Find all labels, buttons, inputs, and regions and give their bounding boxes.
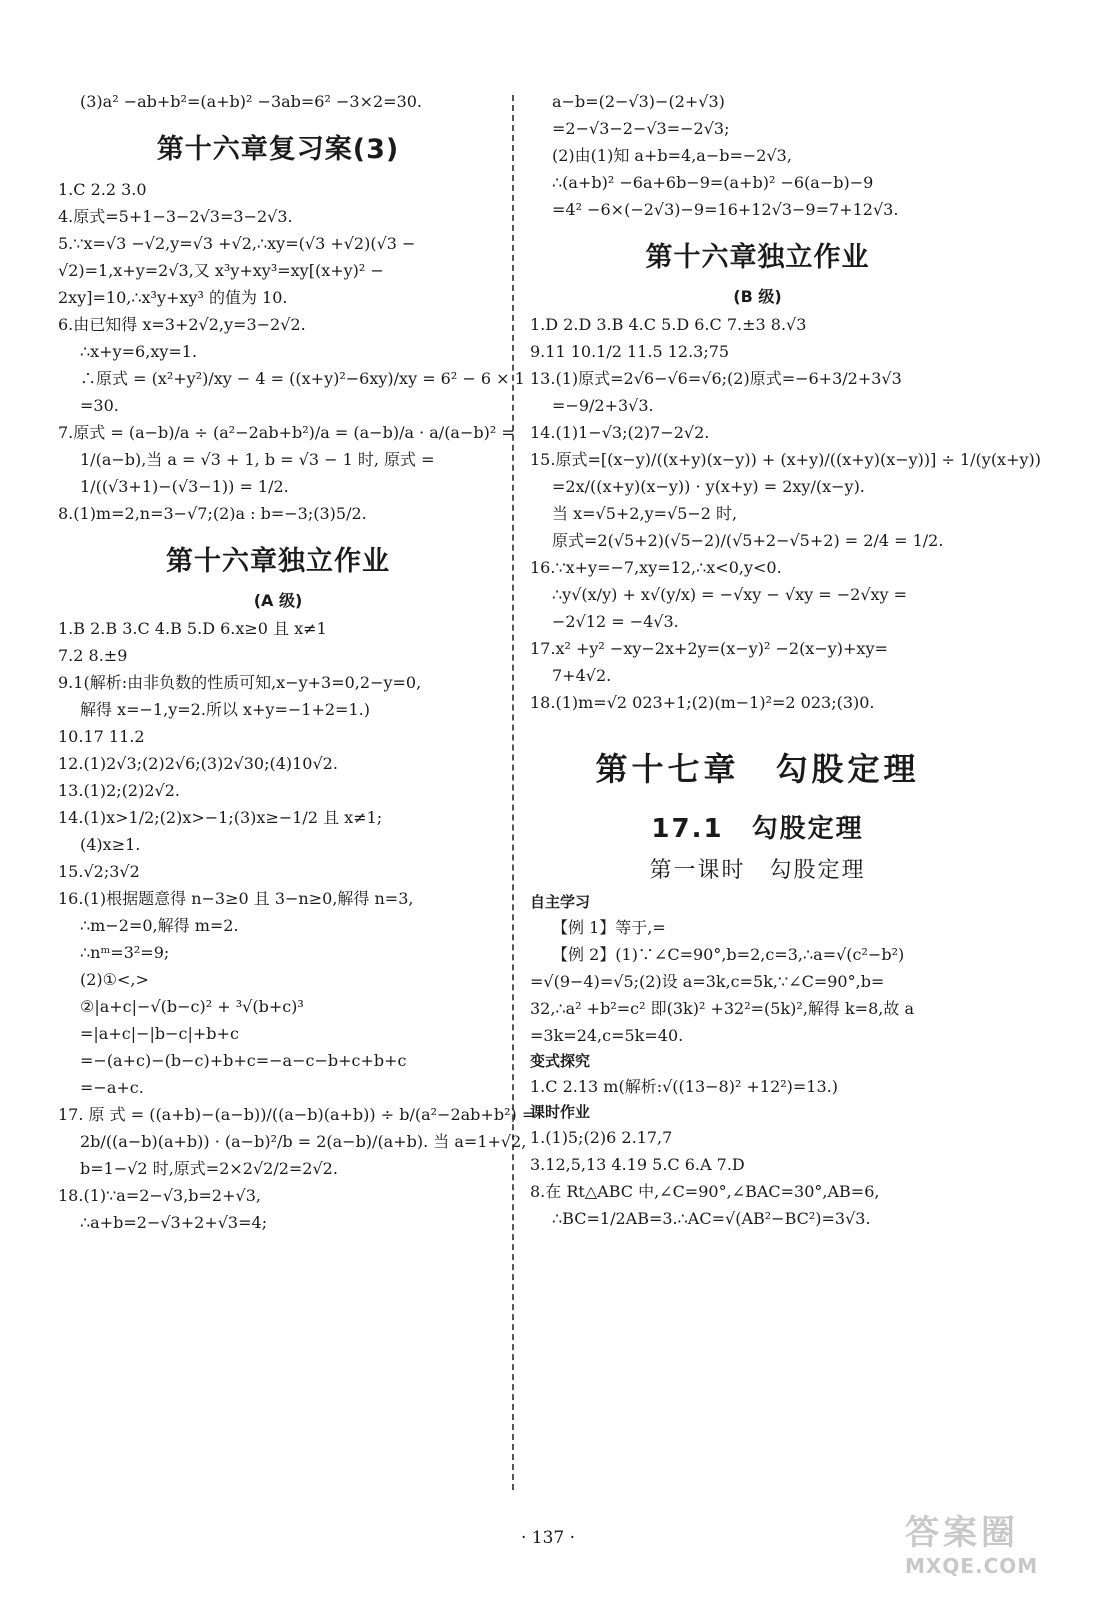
- right-column: [530, 88, 1042, 1232]
- answer-line: (2)①<,>: [80, 970, 149, 989]
- answer-line: =2−√3−2−√3=−2√3;: [552, 119, 730, 138]
- subsection-self-study: 自主学习: [530, 893, 591, 911]
- watermark-bottom: MXQE.COM: [905, 1554, 1039, 1578]
- answer-line: 14.(1)1−√3;(2)7−2√2.: [530, 423, 710, 442]
- level-label-b: (B 级): [733, 287, 782, 306]
- page-number: · 137 ·: [520, 1528, 576, 1548]
- answer-line: 16.∵x+y=−7,xy=12,∴x<0,y<0.: [530, 558, 782, 577]
- answer-line: 13.(1)2;(2)2√2.: [58, 781, 180, 800]
- answer-line: 6.由已知得 x=3+2√2,y=3−2√2.: [58, 315, 306, 334]
- answer-line: 14.(1)x>1/2;(2)x>−1;(3)x≥−1/2 且 x≠1;: [58, 808, 383, 827]
- answer-line: ∴nᵐ=3²=9;: [80, 943, 170, 962]
- answer-line: =−9/2+3√3.: [552, 396, 654, 415]
- answer-line: 5.∵x=√3 −√2,y=√3 +√2,∴xy=(√3 +√2)(√3 −: [58, 234, 416, 253]
- answer-line: 16.(1)根据题意得 n−3≥0 且 3−n≥0,解得 n=3,: [58, 889, 414, 908]
- answer-line: 1.B 2.B 3.C 4.B 5.D 6.x≥0 且 x≠1: [58, 619, 327, 638]
- answer-line: 1/((√3+1)−(√3−1)) = 1/2.: [80, 477, 289, 496]
- subsection-homework: 课时作业: [530, 1103, 591, 1121]
- answer-line: =−a+c.: [80, 1078, 144, 1097]
- level-label-a: (A 级): [253, 591, 303, 610]
- answer-line: 8.在 Rt△ABC 中,∠C=90°,∠BAC=30°,AB=6,: [530, 1182, 880, 1201]
- answer-line: 当 x=√5+2,y=√5−2 时,: [552, 504, 738, 523]
- subsection-variant: 变式探究: [530, 1052, 591, 1070]
- answer-line: ∴m−2=0,解得 m=2.: [80, 916, 239, 935]
- answer-line: 1.C 2.13 m(解析:√((13−8)² +12²)=13.): [530, 1077, 838, 1096]
- answer-line: ∴x+y=6,xy=1.: [80, 342, 198, 361]
- answer-line: 原式=2(√5+2)(√5−2)/(√5+2−√5+2) = 2/4 = 1/2.: [552, 531, 944, 550]
- answer-line: 9.11 10.1/2 11.5 12.3;75: [530, 342, 730, 361]
- answer-line: =30.: [80, 396, 119, 415]
- answer-line: ∴原式 = (x²+y²)/xy − 4 = ((x+y)²−6xy)/xy = 6² − 6 × 1: [80, 369, 525, 388]
- answer-line: ∴BC=1/2AB=3.∴AC=√(AB²−BC²)=3√3.: [552, 1209, 871, 1228]
- answer-line: 7.2 8.±9: [58, 646, 128, 665]
- watermark-top: 答案圈: [905, 1513, 1019, 1553]
- section-heading-independent-work-b: 第十六章独立作业: [645, 242, 870, 273]
- answer-line: 2b/((a−b)(a+b)) · (a−b)²/b = 2(a−b)/(a+b). 当 a=1+√2,: [80, 1132, 527, 1151]
- section-heading-17-1: 17.1 勾股定理: [651, 814, 864, 844]
- answer-line: 1.D 2.D 3.B 4.C 5.D 6.C 7.±3 8.√3: [530, 315, 807, 334]
- column-divider: [512, 95, 514, 1490]
- answer-line: 1.(1)5;(2)6 2.17,7: [530, 1128, 673, 1147]
- answer-line: 1/(a−b),当 a = √3 + 1, b = √3 − 1 时, 原式 =: [80, 450, 435, 469]
- answer-line: 18.(1)m=√2 023+1;(2)(m−1)²=2 023;(3)0.: [530, 693, 875, 712]
- answer-line: −2√12 = −4√3.: [552, 612, 679, 631]
- answer-line: 18.(1)∵a=2−√3,b=2+√3,: [58, 1186, 261, 1205]
- answer-line: 15.√2;3√2: [58, 862, 140, 881]
- answer-line: √2)=1,x+y=2√3,又 x³y+xy³=xy[(x+y)² −: [58, 261, 384, 280]
- answer-line: ∴y√(x/y) + x√(y/x) = −√xy − √xy = −2√xy =: [552, 585, 908, 604]
- answer-line: =√(9−4)=√5;(2)设 a=3k,c=5k,∵∠C=90°,b=: [530, 972, 885, 991]
- answer-line: 15.原式=[(x−y)/((x+y)(x−y)) + (x+y)/((x+y)(x−y))] ÷ 1/(y(x+y)): [530, 450, 1042, 469]
- answer-line: ②|a+c|−√(b−c)² + ³√(b+c)³: [80, 997, 304, 1016]
- watermark-logo: [905, 1505, 1075, 1587]
- answer-line: (3)a² −ab+b²=(a+b)² −3ab=6² −3×2=30.: [80, 92, 423, 111]
- answer-line: 1.C 2.2 3.0: [58, 180, 147, 199]
- answer-line: 12.(1)2√3;(2)2√6;(3)2√30;(4)10√2.: [58, 754, 338, 773]
- answer-line: 4.原式=5+1−3−2√3=3−2√3.: [58, 207, 293, 226]
- answer-line: ∴a+b=2−√3+2+√3=4;: [80, 1213, 268, 1232]
- section-heading-review-3: 第十六章复习案(3): [156, 134, 400, 165]
- answer-line: b=1−√2 时,原式=2×2√2/2=2√2.: [80, 1159, 338, 1178]
- answer-line: 7.原式 = (a−b)/a ÷ (a²−2ab+b²)/a = (a−b)/a · a/(a−b)² =: [58, 423, 515, 442]
- answer-line: 解得 x=−1,y=2.所以 x+y=−1+2=1.): [80, 700, 370, 719]
- answer-line: =3k=24,c=5k=40.: [530, 1026, 684, 1045]
- answer-line: 9.1(解析:由非负数的性质可知,x−y+3=0,2−y=0,: [58, 673, 422, 692]
- answer-line: 32,∴a² +b²=c² 即(3k)² +32²=(5k)²,解得 k=8,故 a: [530, 999, 914, 1018]
- chapter-heading-17: 第十七章 勾股定理: [595, 750, 920, 788]
- answer-line: 3.12,5,13 4.19 5.C 6.A 7.D: [530, 1155, 745, 1174]
- answer-line: 10.17 11.2: [58, 727, 145, 746]
- answer-line: 7+4√2.: [552, 666, 612, 685]
- left-column: [58, 88, 536, 1236]
- answer-line: ∴(a+b)² −6a+6b−9=(a+b)² −6(a−b)−9: [552, 173, 874, 192]
- answer-line: 2xy]=10,∴x³y+xy³ 的值为 10.: [58, 288, 288, 307]
- answer-line: 17. 原 式 = ((a+b)−(a−b))/((a−b)(a+b)) ÷ b/(a²−2ab+b²) =: [58, 1105, 536, 1124]
- answer-line: =4² −6×(−2√3)−9=16+12√3−9=7+12√3.: [552, 200, 899, 219]
- answer-line: (4)x≥1.: [80, 835, 141, 854]
- answer-line: (2)由(1)知 a+b=4,a−b=−2√3,: [552, 146, 792, 165]
- answer-line: 【例 1】等于,=: [552, 918, 666, 937]
- answer-line: =2x/((x+y)(x−y)) · y(x+y) = 2xy/(x−y).: [552, 477, 865, 496]
- answer-line: 13.(1)原式=2√6−√6=√6;(2)原式=−6+3/2+3√3: [530, 369, 902, 388]
- answer-line: 17.x² +y² −xy−2x+2y=(x−y)² −2(x−y)+xy=: [530, 639, 888, 658]
- answer-line: 8.(1)m=2,n=3−√7;(2)a : b=−3;(3)5/2.: [58, 504, 367, 523]
- section-heading-independent-work: 第十六章独立作业: [166, 546, 390, 577]
- answer-line: =−(a+c)−(b−c)+b+c=−a−c−b+c+b+c: [80, 1051, 407, 1070]
- answer-line: 【例 2】(1)∵∠C=90°,b=2,c=3,∴a=√(c²−b²): [552, 945, 905, 964]
- answer-line: =|a+c|−|b−c|+b+c: [80, 1024, 239, 1043]
- lesson-heading: 第一课时 勾股定理: [649, 858, 866, 883]
- answer-line: a−b=(2−√3)−(2+√3): [552, 92, 725, 111]
